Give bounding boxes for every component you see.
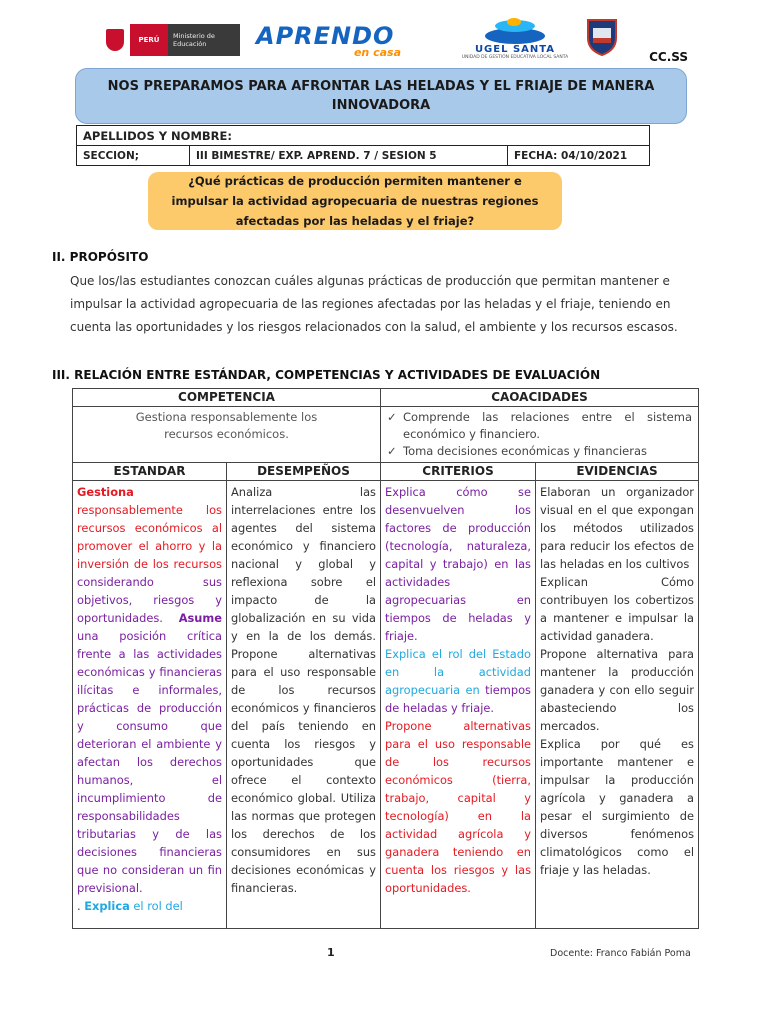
relation-heading: III. RELACIÓN ENTRE ESTÁNDAR, COMPETENCIAS Y ACTIVIDADES DE EVALUACIÓN: [52, 368, 601, 382]
evidencias-header: EVIDENCIAS: [536, 463, 699, 481]
purpose-text: Que los/las estudiantes conozcan cuáles algunas prácticas de producción que permitan mantener e impulsar la actividad agropecuaria de las regiones afectadas por las heladas y el friaje, teniendo en cuenta las oportunidades y los riesgos relacionados con la salud, el ambiente y los recursos escasos.: [70, 274, 678, 334]
teacher-name: Docente: Franco Fabián Poma: [550, 948, 691, 959]
competencia-cell: [73, 407, 381, 463]
criterio-part: Explica cómo se desenvuelven los factores de producción (tecnología, naturaleza, capital y trabajo) en las actividades agropecuarias en: [385, 485, 531, 607]
criterio-part: Propone alternativas para el uso responsable de los recursos económicos (tierra, trabajo, capital y tecnología) en la actividad agrícola y ganadera teniendo en cuenta los riesgos y las oportunidades.: [385, 719, 531, 895]
desempenos-header: DESEMPEÑOS: [227, 463, 381, 481]
criterio-part: tiempos de heladas y friaje.: [385, 683, 531, 715]
competencia-text: Gestiona responsablemente los recursos económicos.: [135, 410, 318, 441]
capacidad-text: Comprende las relaciones entre el sistema económico y financiero.: [403, 410, 692, 441]
evaluation-table: [72, 388, 699, 929]
evidencia-item: Elaboran un organizador visual en el que expongan los métodos utilizados para reducir los efectos de las heladas en los cultivos: [540, 485, 694, 571]
minedu-logo: [100, 24, 240, 56]
name-label: APELLIDOS Y NOMBRE:: [77, 126, 650, 146]
capacidad-item: [387, 443, 692, 460]
evidencia-item: Propone alternativa para mantener la producción ganadera y con ello seguir abasteciendo los mercados.: [540, 647, 694, 733]
estandar-text: [74, 482, 225, 916]
check-icon: ✓: [387, 444, 397, 458]
estandar-part: considerando sus objetivos, riesgos y oportunidades.: [77, 575, 222, 625]
estandar-part: responsablemente los recursos económicos al promover el ahorro y la inversión de los recursos: [77, 503, 222, 571]
estandar-part: .: [77, 899, 85, 913]
criterios-header: CRITERIOS: [381, 463, 536, 481]
peru-shield-icon: [100, 24, 130, 56]
ugel-subtitle: UNIDAD DE GESTIÓN EDUCATIVA LOCAL SANTA: [461, 55, 569, 60]
capacidades-cell: [381, 407, 699, 463]
estandar-verb-asume: Asume: [178, 611, 222, 625]
evidencia-item: Explican Cómo contribuyen los cobertizos a mantener e impulsar la actividad ganadera.: [540, 575, 694, 643]
section-label: SECCION;: [77, 146, 190, 166]
bimester-info: III BIMESTRE/ EXP. APREND. 7 / SESION 5: [190, 146, 508, 166]
estandar-part: el rol del: [129, 899, 183, 913]
desempenos-text: Analiza las interrelaciones entre los agentes del sistema económico y financiero nacional y global y reflexiona sobre el impacto de la globalización en su vida y en la de los demás. Propone alternativas para el uso responsable de los recursos económicos y financieros del país teniendo en cuenta los riesgos y oportunidades que ofrece el contexto económico global. Utiliza las normas que protegen los derechos de los consumidores en sus decisiones económicas y financieras.: [231, 485, 376, 895]
ugel-name: UGEL SANTA: [474, 44, 556, 55]
ugel-emblem-icon: [455, 18, 575, 44]
evidencias-cell: [536, 481, 699, 929]
aprendo-main-text: APRENDO: [256, 22, 395, 50]
aprendo-en-casa-logo: [256, 24, 401, 58]
estandar-verb-gestiona: Gestiona: [77, 485, 134, 499]
criterio-part: Explica el rol del Estado en la actividad agropecuaria en: [385, 647, 531, 697]
capacidades-header: CAOACIDADES: [381, 389, 699, 407]
criterios-text: [382, 482, 534, 898]
estandar-part: una posición crítica frente a las actividades económicas y financieras ilícitas e informales, prácticas de producción y consumo que deterioran el ambiente y afectan los derechos humanos, el incumplimiento de responsabilidades tributarias y de las decisiones financieras que no consideran un fin previsional.: [77, 629, 222, 895]
aprendo-sub-text: en casa: [353, 46, 401, 59]
minedu-name: Ministerio de Educación: [173, 32, 215, 48]
evidencia-item: Explica por qué es importante mantener e impulsar la producción agrícola y ganadera a pesar el surgimiento de diversos fenómenos climatológicos como el friaje y las heladas.: [540, 737, 694, 877]
purpose-heading: II. PROPÓSITO: [52, 250, 149, 264]
capacidad-text: Toma decisiones económicas y financieras: [403, 444, 647, 458]
student-info-table: [76, 125, 650, 166]
capacidad-item: [387, 409, 692, 443]
evidencias-text: [537, 482, 697, 880]
criterio-part: tiempos de heladas y friaje.: [385, 611, 531, 643]
criterios-cell: [381, 481, 536, 929]
estandar-verb-explica: Explica: [84, 899, 130, 913]
estandar-header: ESTANDAR: [73, 463, 227, 481]
estandar-cell: [73, 481, 227, 929]
competencia-header: COMPETENCIA: [73, 389, 381, 407]
desempenos-cell: [227, 481, 381, 929]
check-icon: ✓: [387, 410, 397, 424]
page-number: 1: [327, 946, 335, 959]
ugel-santa-logo: [455, 18, 575, 60]
guiding-question: ¿Qué prácticas de producción permiten mantener e impulsar la actividad agropecuaria de nuestras regiones afectadas por las heladas y el friaje?: [148, 172, 562, 230]
session-date: FECHA: 04/10/2021: [508, 146, 650, 166]
minedu-peru-label: PERÚ: [130, 24, 168, 56]
school-badge-icon: [584, 16, 620, 56]
session-title: NOS PREPARAMOS PARA AFRONTAR LAS HELADAS Y EL FRIAJE DE MANERA INNOVADORA: [75, 68, 687, 124]
course-code: CC.SS: [649, 50, 688, 64]
